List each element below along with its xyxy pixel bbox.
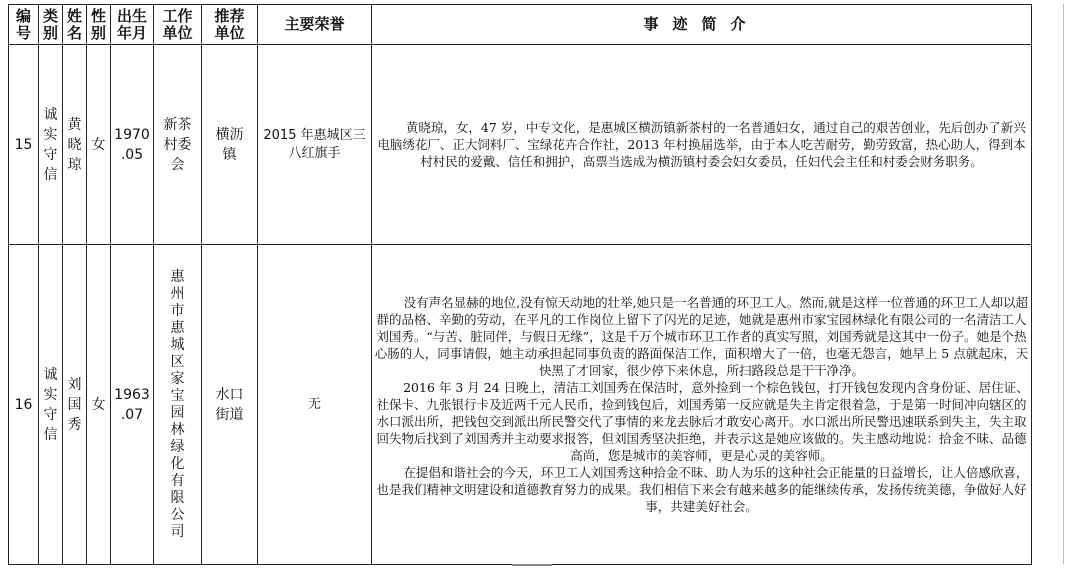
sheet-edge-divider	[1063, 4, 1064, 564]
cell-honor: 无	[258, 245, 372, 565]
cell-gender: 女	[87, 245, 111, 565]
table-row	[9, 245, 1032, 565]
story-paragraph: 2016 年 3 月 24 日晚上，清洁工刘国秀在保洁时，意外捡到一个棕色钱包，打开钱包发现内含身份证、居住证、社保卡、九张银行卡及近两千元人民币，捡到钱包后，刘国秀第一反应就是失主肯定很着急，于是第一时间冲向辖区的水口派出所，把钱包交到派出所民警交代了事情的来龙去脉后才敢安心离开。水口派出所民警迅速联系到失主，失主取回失物后找到了刘国秀并主动要求报答，但刘国秀坚决拒绝，并表示这是她应该做的。失主感动地说：拾金不昧、品德高尚，您是城市的美容师，更是心灵的美容师。	[376, 380, 1029, 463]
cell-name: 刘 国 秀	[63, 245, 87, 565]
header-row	[9, 5, 1032, 45]
cell-honor: 2015 年惠城区三八红旗手	[258, 45, 372, 245]
cell-category: 诚 实 守 信	[39, 45, 63, 245]
cell-unit: 惠 州 市 惠 城 区 家 宝 园 林 绿 化 有 限 公 司	[154, 245, 202, 565]
cell-gender: 女	[87, 45, 111, 245]
header-honor: 主要荣誉	[258, 5, 372, 45]
header-unit: 工作 单位	[154, 5, 202, 45]
header-gender: 性 别	[87, 5, 111, 45]
cell-no: 16	[9, 245, 39, 565]
story-paragraph: 黄晓琼，女，47 岁，中专文化，是惠城区横沥镇新茶村的一名普通妇女，通过自己的艰苦创业，先后创办了新兴电脑绣花厂、正大饲料厂、宝绿花卉合作社，2013 年村换届选举，由于本人吃苦耐劳，勤劳致富，热心助人，得到本村村民的爱戴、信任和拥护，高票当选成为横沥镇村委会妇女委员，任妇代会主任和村委会财务职务。	[377, 120, 1026, 169]
cell-recommend: 横沥 镇	[202, 45, 258, 245]
story-paragraph: 在提倡和谐社会的今天，环卫工人刘国秀这种拾金不昧、助人为乐的这种社会正能量的日益增长，让人倍感欣喜，也是我们精神文明建设和道德教育努力的成果。我们相信下来会有越来越多的能继续传承，发扬传统美德，争做好人好事，共建美好社会。	[376, 465, 1029, 514]
header-category: 类 别	[39, 5, 63, 45]
cell-unit: 新茶 村委 会	[154, 45, 202, 245]
scroll-indicator[interactable]	[512, 564, 552, 566]
header-birth: 出生 年月	[111, 5, 154, 45]
commendation-table	[8, 4, 1032, 565]
cell-birth: 1963 .07	[111, 245, 154, 565]
cell-story	[372, 245, 1032, 565]
cell-name: 黄 晓 琼	[63, 45, 87, 245]
cell-category: 诚 实 守 信	[39, 245, 63, 565]
header-recommend: 推荐 单位	[202, 5, 258, 45]
header-story: 事迹简介	[372, 5, 1032, 45]
cell-story	[372, 45, 1032, 245]
header-name: 姓 名	[63, 5, 87, 45]
header-no: 编 号	[9, 5, 39, 45]
cell-no: 15	[9, 45, 39, 245]
cell-birth: 1970 .05	[111, 45, 154, 245]
cell-recommend: 水口 街道	[202, 245, 258, 565]
story-paragraph: 没有声名显赫的地位,没有惊天动地的壮举,她只是一名普通的环卫工人。然而,就是这样一位普通的环卫工人却以超群的品格、辛勤的劳动，在平凡的工作岗位上留下了闪光的足迹，她就是惠州市家宝园林绿化有限公司的一名清洁工人刘国秀。“与苦、脏同伴，与假日无缘”，这是千万个城市环卫工作者的真实写照，刘国秀就是这其中一份子。她是个热心肠的人，同事请假，她主动承担起同事负责的路面保洁工作，面积增大了一倍，也毫无怨言，她早上 5 点就起床，天快黑了才回家，很少停下来休息，所扫路段总是干干净净。	[374, 295, 1029, 378]
table-row	[9, 45, 1032, 245]
